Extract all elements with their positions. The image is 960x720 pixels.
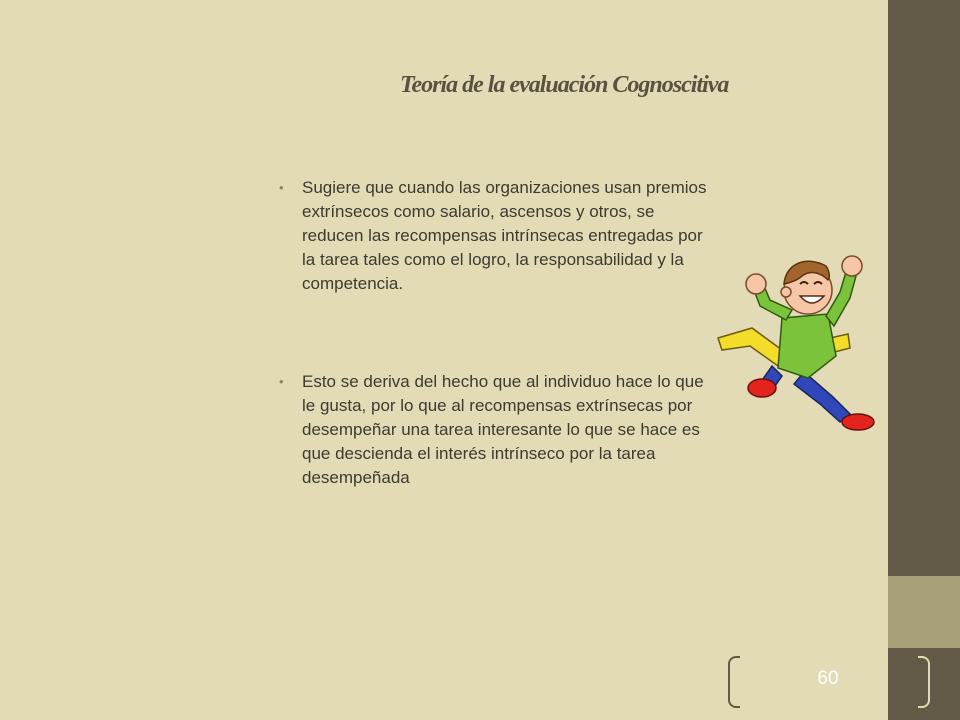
bullet-item xyxy=(278,370,708,490)
bullet-text: Sugiere que cuando las organizaciones usan premios extrínsecos como salario, ascensos y otros, se reducen las recompensas intrínsecas entregadas por la tarea tales como el logro, la responsabilidad y la competencia. xyxy=(302,178,707,293)
bullet-icon: • xyxy=(279,180,284,195)
sidebar-band-top xyxy=(888,0,960,576)
bullet-item xyxy=(278,176,708,296)
page-number-bracket-right xyxy=(918,656,930,708)
page-number: 60 xyxy=(817,668,839,689)
slide-title: Teoría de la evaluación Cognoscitiva xyxy=(400,72,729,98)
sidebar-band-middle xyxy=(888,576,960,648)
bullet-list xyxy=(278,176,708,490)
bullet-text: Esto se deriva del hecho que al individuo hace lo que le gusta, por lo que al recompensas extrínsecas por desempeñar una tarea interesante lo que se hace es que descienda el interés intrínseco por la tarea desempeñada xyxy=(302,372,704,487)
cheering-runner-illustration xyxy=(712,246,882,442)
page-number-bracket-left xyxy=(728,656,740,708)
bullet-icon: • xyxy=(279,374,284,389)
